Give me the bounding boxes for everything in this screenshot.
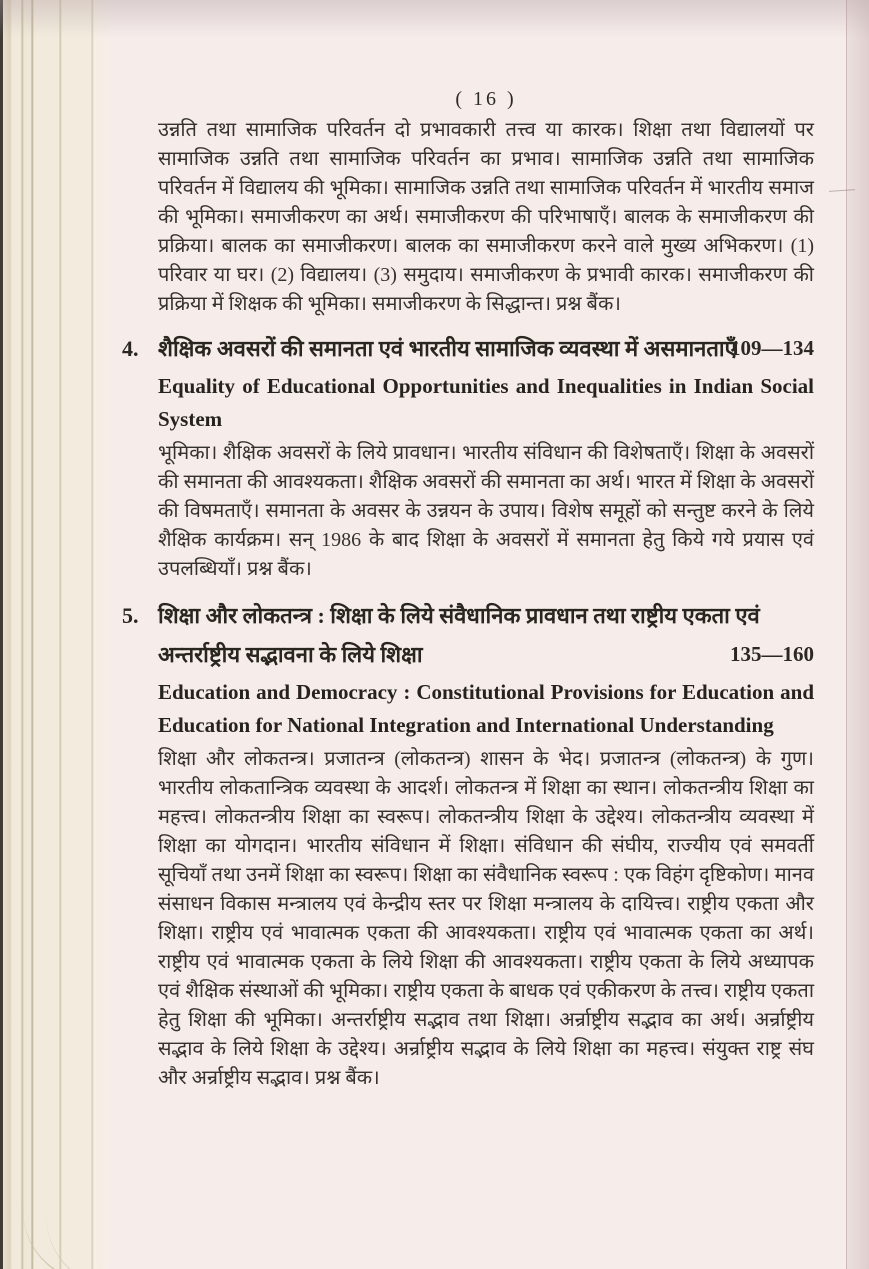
toc-item-4 [122,329,814,584]
toc-item-content [158,596,814,1093]
toc-item-title-hindi [158,329,814,368]
scan-top-shadow [0,0,869,38]
toc-item-title-text: शैक्षिक अवसरों की समानता एवं भारतीय सामाजिक व्यवस्था में असमानताएँ [158,336,737,361]
toc-item-5 [122,596,814,1093]
toc-item-number: 4. [122,336,139,361]
book-page-stack-edges [0,0,110,1269]
chapter-continuation-paragraph: उन्नति तथा सामाजिक परिवर्तन दो प्रभावकारी तत्त्व या कारक। शिक्षा तथा विद्यालयों पर सामाजिक उन्नति तथा सामाजिक परिवर्तन का प्रभाव। सामाजिक उन्नति तथा सामाजिक परिवर्तन में विद्यालय की भूमिका। सामाजिक उन्नति तथा सामाजिक परिवर्तन में भारतीय समाज की भूमिका। समाजीकरण का अर्थ। समाजीकरण की परिभाषाएँ। बालक के समाजीकरण की प्रक्रिया। बालक का समाजीकरण। बालक का समाजीकरण करने वाले मुख्य अभिकरण। (1) परिवार या घर। (2) विद्यालय। (3) समुदाय। समाजीकरण के प्रभावी कारक। समाजीकरण की प्रक्रिया में शिक्षक की भूमिका। समाजीकरण के सिद्धान्त। प्रश्न बैंक। [158,119,814,315]
toc-item-page-range: 109—134 [730,336,814,360]
scan-scratch-mark [829,189,855,192]
page-content [122,86,814,1105]
toc-item-title-text: शिक्षा और लोकतन्त्र : शिक्षा के लिये संवैधानिक प्रावधान तथा राष्ट्रीय एकता एवं अन्तर्राष्ट्रीय सद्भावना के लिये शिक्षा [158,603,760,667]
toc-item-title-english: Equality of Educational Opportunities and Inequalities in Indian Social System [158,374,814,431]
toc-item-content [158,329,814,584]
toc-item-summary: भूमिका। शैक्षिक अवसरों के लिये प्रावधान। भारतीय संविधान की विशेषताएँ। शिक्षा के अवसरों की समानता की आवश्यकता। शैक्षिक अवसरों की समानता का अर्थ। भारत में शिक्षा के अवसरों की विषमताएँ। समानता के अवसर के उन्नयन के उपाय। विशेष समूहों को सन्तुष्ट करने के लिये शैक्षिक कार्यक्रम। सन् 1986 के बाद शिक्षा के अवसरों में समानता हेतु किये गये प्रयास एवं उपलब्धियाँ। प्रश्न बैंक। [158,442,814,580]
toc-item-title-english: Education and Democracy : Constitutional Provisions for Education and Education for National Integration and International Understanding [158,680,814,737]
page-number: ( 16 ) [455,88,517,110]
toc-item-number: 5. [122,603,139,628]
toc-item-summary: शिक्षा और लोकतन्त्र। प्रजातन्त्र (लोकतन्त्र) शासन के भेद। प्रजातन्त्र (लोकतन्त्र) के गुण। भारतीय लोकतान्त्रिक व्यवस्था के आदर्श। लोकतन्त्र में शिक्षा का स्थान। लोकतन्त्रीय शिक्षा का महत्त्व। लोकतन्त्रीय शिक्षा का स्वरूप। लोकतन्त्रीय शिक्षा के उद्देश्य। लोकतन्त्रीय व्यवस्था में शिक्षा का योगदान। भारतीय संविधान में शिक्षा। संविधान की संघीय, राज्यीय एवं समवर्ती सूचियाँ तथा उनमें शिक्षा का स्वरूप। शिक्षा का संवैधानिक स्वरूप : एक विहंग दृष्टिकोण। मानव संसाधन विकास मन्त्रालय एवं केन्द्रीय स्तर पर शिक्षा मन्त्रालय के दायित्त्व। राष्ट्रीय एकता और शिक्षा। राष्ट्रीय एवं भावात्मक एकता की आवश्यकता। राष्ट्रीय एवं भावात्मक एकता का अर्थ। राष्ट्रीय एवं भावात्मक एकता के लिये शिक्षा की आवश्यकता। राष्ट्रीय एकता के लिये अध्यापक एवं शैक्षिक संस्थाओं की भूमिका। राष्ट्रीय एकता के बाधक एवं एकीकरण के तत्त्व। राष्ट्रीय एकता हेतु शिक्षा की भूमिका। अन्तर्राष्ट्रीय सद्भाव तथा शिक्षा। अर्न्राष्ट्रीय सद्भाव का अर्थ। अर्न्राष्ट्रीय सद्भाव के लिये शिक्षा के उद्देश्य। अर्न्राष्ट्रीय सद्भाव के लिये शिक्षा का महत्त्व। संयुक्त राष्ट्र संघ और अर्न्राष्ट्रीय सद्भाव। प्रश्न बैंक। [158,748,814,1089]
toc-item-title-hindi [158,596,814,674]
toc-item-page-range: 135—160 [730,642,814,666]
